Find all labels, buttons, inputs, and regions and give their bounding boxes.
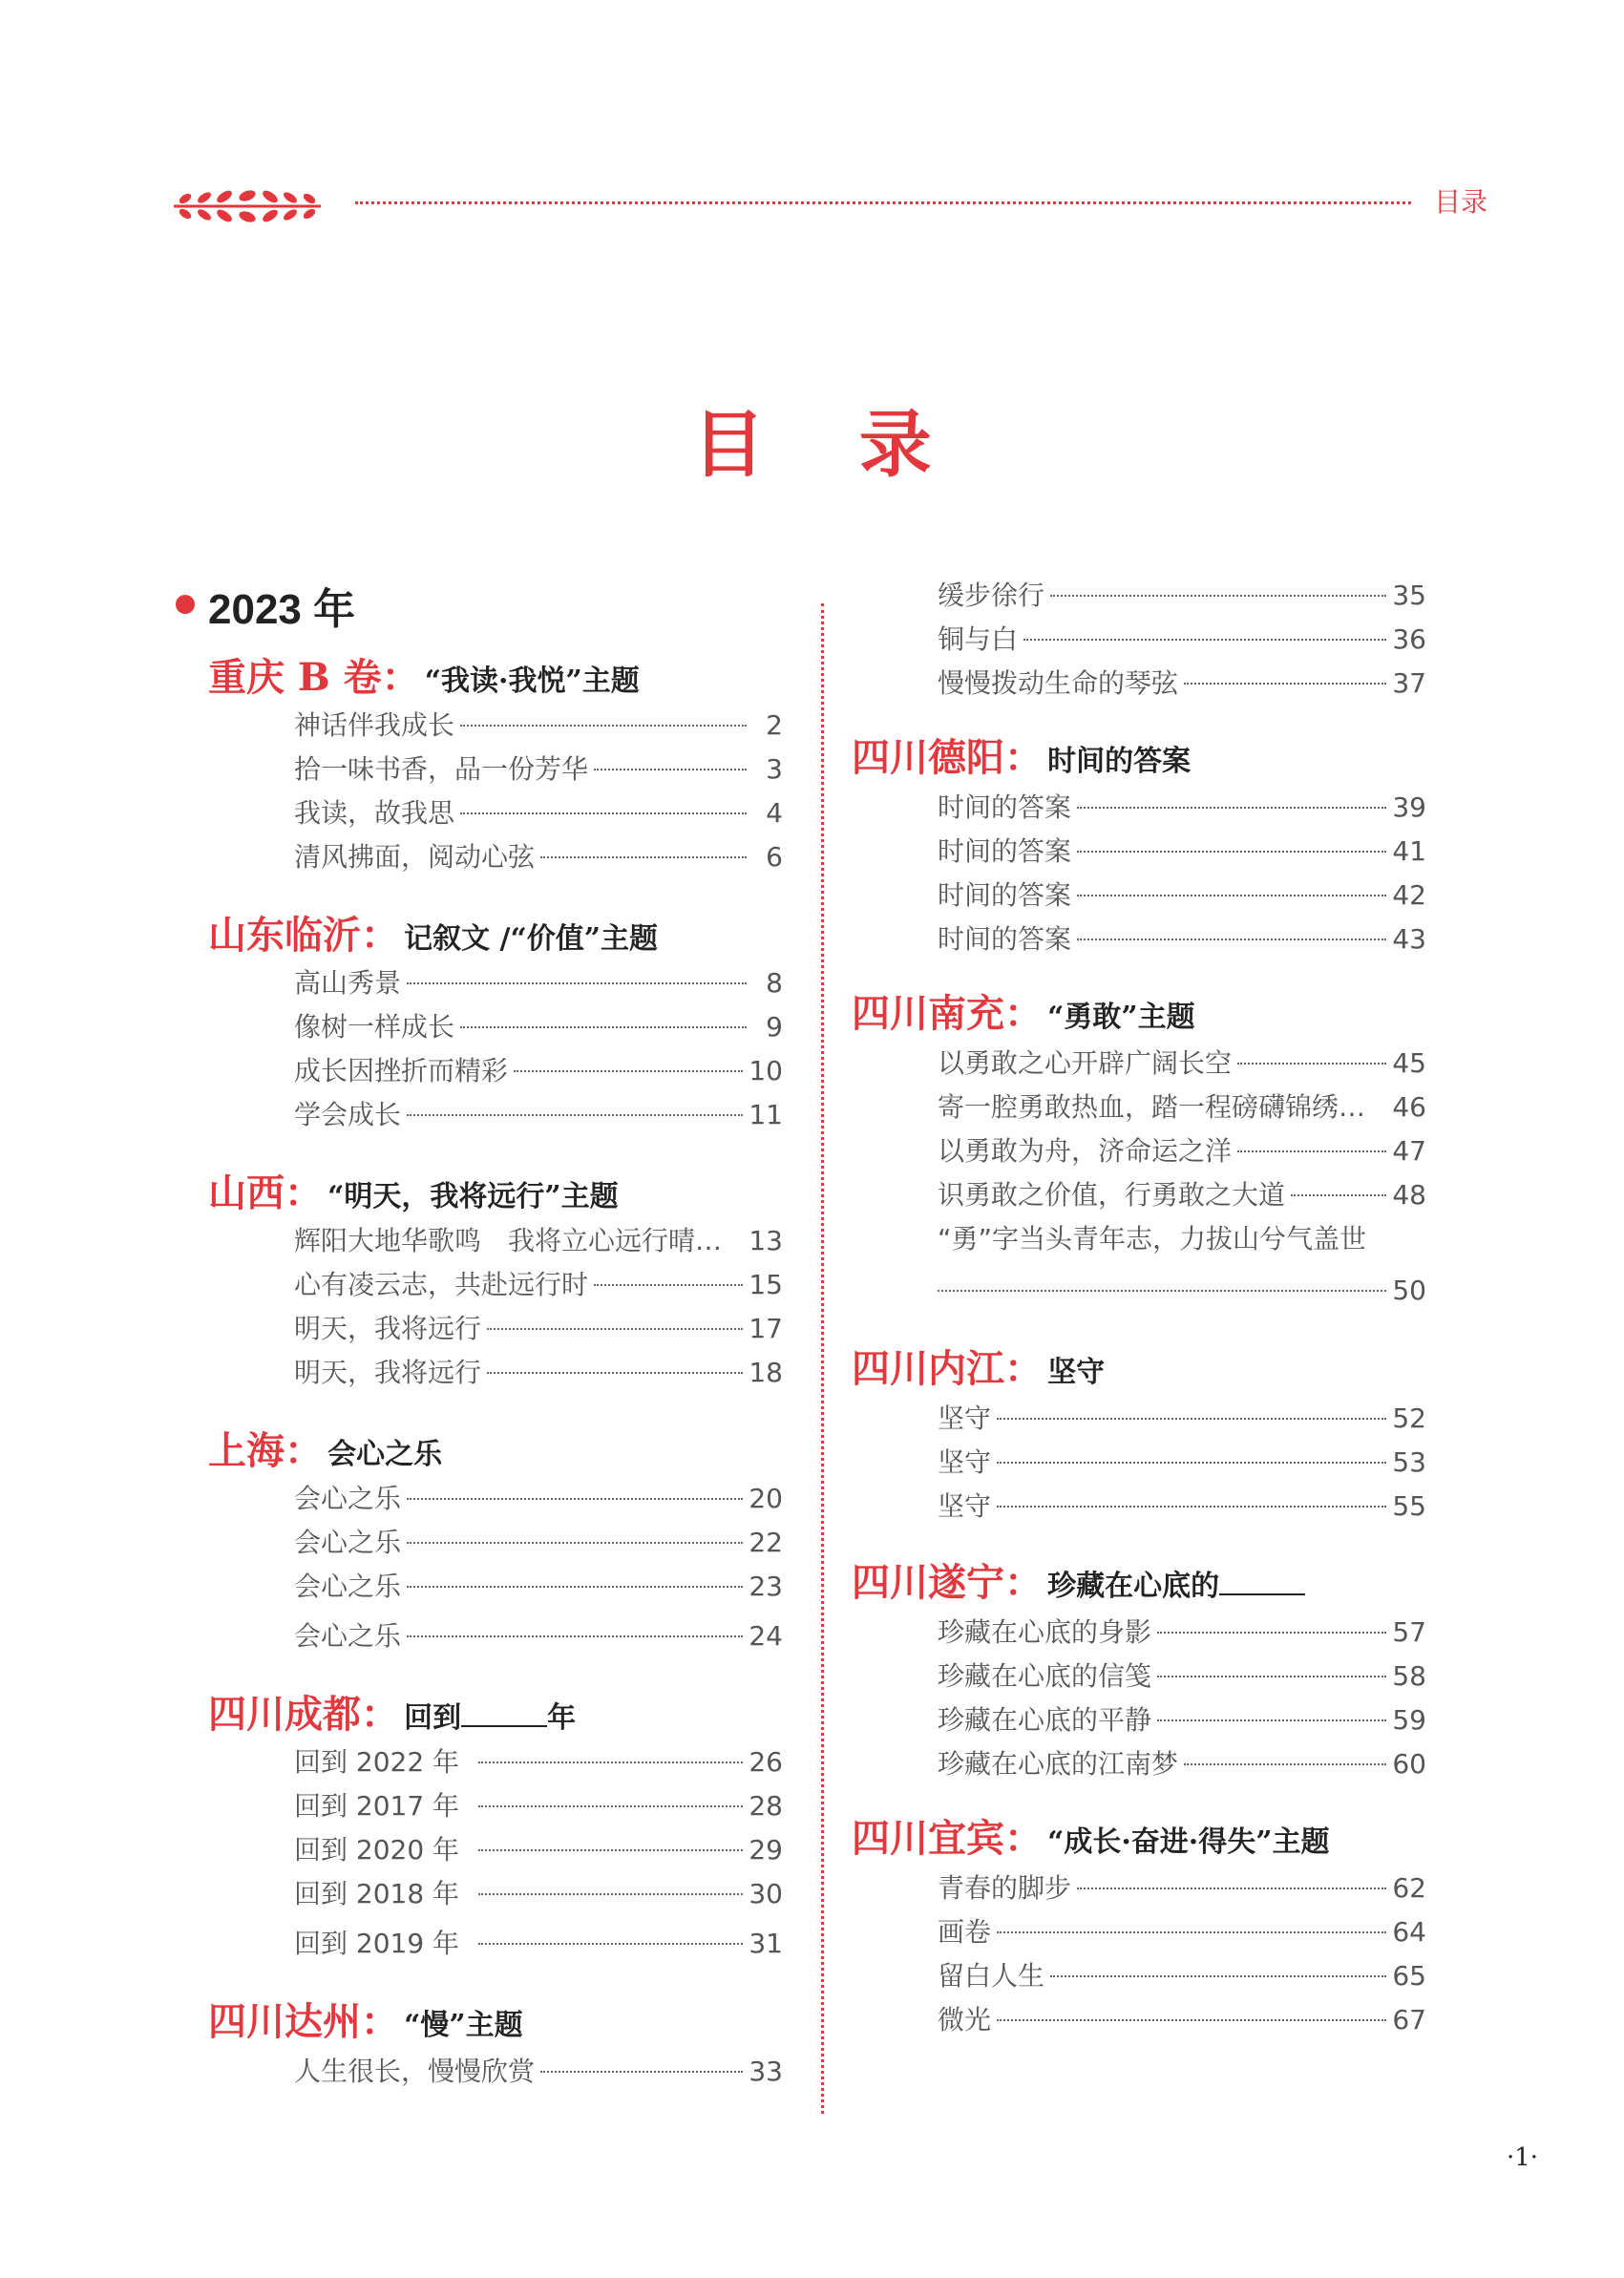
toc-entry[interactable] bbox=[294, 838, 783, 876]
entry-page: 48 bbox=[1392, 1179, 1426, 1211]
dot-leader bbox=[514, 1070, 743, 1072]
entry-title: 珍藏在心底的身影 bbox=[938, 1616, 1152, 1648]
section-theme: 时间的答案 bbox=[1047, 745, 1192, 778]
toc-entry[interactable] bbox=[938, 1132, 1426, 1171]
dot-leader bbox=[478, 1893, 743, 1895]
toc-entry[interactable] bbox=[938, 1657, 1426, 1696]
entry-title-long[interactable]: “勇”字当头青年志，力拔山兮气盖世 bbox=[938, 1223, 1367, 1255]
toc-entry[interactable] bbox=[294, 964, 783, 1002]
header-label: 目录 bbox=[1434, 186, 1488, 218]
entry-title: 心有凌云志，共赴远行时 bbox=[294, 1269, 589, 1300]
entry-page: 10 bbox=[749, 1055, 783, 1086]
toc-entry[interactable] bbox=[938, 1444, 1426, 1482]
entry-title: 画卷 bbox=[938, 1916, 992, 1948]
entry-title: 清风拂面，阅动心弦 bbox=[294, 841, 536, 873]
dot-leader bbox=[1023, 639, 1386, 641]
dot-leader bbox=[938, 1290, 1386, 1292]
toc-entry[interactable] bbox=[938, 2001, 1426, 2039]
entry-title: 成长因挫折而精彩 bbox=[294, 1055, 509, 1086]
dot-leader bbox=[540, 856, 747, 858]
section-theme: “勇敢”主题 bbox=[1047, 1001, 1195, 1034]
dot-leader bbox=[1157, 1719, 1386, 1721]
entry-page: 37 bbox=[1392, 667, 1426, 699]
entry-page: 30 bbox=[749, 1878, 783, 1909]
entry-page: 50 bbox=[1392, 1275, 1426, 1306]
entry-page: 39 bbox=[1392, 791, 1426, 823]
toc-entry[interactable] bbox=[294, 1096, 783, 1134]
toc-entry[interactable] bbox=[294, 1310, 783, 1348]
toc-entry[interactable] bbox=[294, 1925, 783, 1963]
entry-page: 45 bbox=[1392, 1047, 1426, 1079]
entry-title: 拾一味书香，品一份芳华 bbox=[294, 753, 589, 785]
toc-entry[interactable] bbox=[938, 577, 1426, 615]
toc-entry[interactable] bbox=[938, 1701, 1426, 1740]
entry-title: 以勇敢之心开辟广阔长空 bbox=[938, 1047, 1233, 1079]
dot-leader bbox=[460, 725, 747, 727]
entry-page: 46 bbox=[1392, 1091, 1426, 1123]
toc-entry[interactable] bbox=[938, 833, 1426, 871]
toc-entry[interactable] bbox=[938, 1044, 1426, 1083]
entry-page: 20 bbox=[749, 1483, 783, 1514]
section-region: 四川德阳： bbox=[852, 735, 1043, 780]
entry-page: 22 bbox=[749, 1527, 783, 1558]
section-theme: 记叙文 /“价值”主题 bbox=[404, 922, 659, 956]
entry-title: 回到 2019 年 bbox=[294, 1928, 460, 1959]
entry-page: 13 bbox=[749, 1225, 783, 1256]
dot-leader bbox=[460, 1026, 747, 1028]
entry-title: 时间的答案 bbox=[938, 879, 1072, 911]
dot-leader bbox=[1050, 595, 1386, 597]
section-theme bbox=[1047, 1570, 1305, 1603]
entry-title: 会心之乐 bbox=[294, 1620, 402, 1652]
toc-entry[interactable] bbox=[938, 876, 1426, 915]
section-heading bbox=[852, 728, 1191, 782]
toc-entry[interactable] bbox=[294, 1875, 783, 1913]
dot-leader bbox=[1050, 1975, 1386, 1977]
header-divider bbox=[355, 201, 1411, 204]
dot-leader bbox=[460, 812, 747, 814]
entry-page: 26 bbox=[749, 1746, 783, 1778]
toc-entry[interactable] bbox=[294, 750, 783, 789]
section-heading bbox=[208, 1163, 619, 1217]
dot-leader bbox=[1077, 851, 1386, 853]
entry-title: 明天，我将远行 bbox=[294, 1357, 482, 1388]
entry-page: 67 bbox=[1392, 2004, 1426, 2035]
section-theme: “慢”主题 bbox=[404, 2009, 523, 2042]
entry-page: 57 bbox=[1392, 1616, 1426, 1648]
section-theme: 坚守 bbox=[1047, 1356, 1106, 1389]
entry-page: 9 bbox=[766, 1011, 783, 1043]
toc-entry[interactable] bbox=[294, 1052, 783, 1090]
section-region: 四川成都： bbox=[208, 1692, 399, 1737]
toc-entry[interactable] bbox=[938, 1913, 1426, 1951]
entry-page: 6 bbox=[766, 841, 783, 873]
toc-entry[interactable] bbox=[294, 1787, 783, 1825]
entry-page: 41 bbox=[1392, 835, 1426, 867]
dot-leader bbox=[478, 1805, 743, 1807]
section-heading bbox=[208, 1684, 576, 1739]
dot-leader bbox=[1157, 1632, 1386, 1634]
dot-leader bbox=[407, 1542, 743, 1544]
dot-leader bbox=[1237, 1063, 1386, 1065]
entry-page: 29 bbox=[749, 1834, 783, 1866]
entry-page: 62 bbox=[1392, 1872, 1426, 1904]
page-number: ·1· bbox=[1507, 2143, 1539, 2172]
entry-title: 像树一样成长 bbox=[294, 1011, 455, 1043]
entry-title: 会心之乐 bbox=[294, 1483, 402, 1514]
section-region: 山东临沂： bbox=[208, 913, 399, 958]
dot-leader bbox=[1184, 1763, 1386, 1765]
toc-entry[interactable] bbox=[294, 1480, 783, 1518]
toc-entry[interactable] bbox=[938, 664, 1426, 703]
entry-title: 青春的脚步 bbox=[938, 1872, 1072, 1904]
toc-entry[interactable] bbox=[294, 1222, 783, 1260]
dot-leader bbox=[407, 982, 747, 984]
entry-title: 缓步徐行 bbox=[938, 580, 1045, 611]
entry-title: 微光 bbox=[938, 2004, 992, 2035]
entry-title: 会心之乐 bbox=[294, 1527, 402, 1558]
fill-blank-line bbox=[461, 1700, 547, 1727]
section-region: 四川达州： bbox=[208, 1999, 399, 2044]
toc-entry[interactable] bbox=[938, 1088, 1426, 1127]
entry-title: 会心之乐 bbox=[294, 1571, 402, 1602]
entry-title: 铜与白 bbox=[938, 623, 1019, 655]
section-theme: “成长·奋进·得失”主题 bbox=[1047, 1825, 1330, 1859]
toc-entry[interactable] bbox=[938, 789, 1426, 827]
dot-leader bbox=[407, 1586, 743, 1588]
theme-prefix: 回到 bbox=[404, 1701, 462, 1735]
entry-title: 寄一腔勇敢热血，踏一程磅礴锦绣… bbox=[938, 1091, 1366, 1123]
entry-title: 珍藏在心底的平静 bbox=[938, 1704, 1152, 1736]
page-title: 目 录 bbox=[692, 402, 966, 487]
entry-page: 36 bbox=[1392, 623, 1426, 655]
dot-leader bbox=[997, 1418, 1386, 1420]
theme-suffix: 年 bbox=[547, 1701, 577, 1735]
section-heading bbox=[852, 1552, 1305, 1607]
section-region: 四川宜宾： bbox=[852, 1816, 1043, 1861]
dot-leader bbox=[1077, 939, 1386, 940]
entry-title: 高山秀景 bbox=[294, 967, 402, 999]
toc-entry[interactable] bbox=[294, 2053, 783, 2091]
dot-leader bbox=[1077, 895, 1386, 896]
dot-leader bbox=[1291, 1194, 1386, 1196]
dot-leader bbox=[478, 1761, 743, 1763]
dot-leader bbox=[997, 2019, 1386, 2021]
entry-page: 55 bbox=[1392, 1490, 1426, 1522]
dot-leader bbox=[1237, 1150, 1386, 1152]
entry-title: 我读，故我思 bbox=[294, 797, 455, 829]
entry-title: 人生很长，慢慢欣赏 bbox=[294, 2056, 536, 2087]
toc-entry[interactable] bbox=[938, 1869, 1426, 1908]
toc-entry[interactable] bbox=[938, 1614, 1426, 1652]
section-theme: “明天，我将远行”主题 bbox=[327, 1180, 619, 1213]
entry-page: 33 bbox=[749, 2056, 783, 2087]
laurel-branch-icon bbox=[170, 187, 325, 225]
entry-title: 珍藏在心底的江南梦 bbox=[938, 1748, 1179, 1780]
toc-entry[interactable] bbox=[294, 1568, 783, 1606]
entry-title: 明天，我将远行 bbox=[294, 1313, 482, 1344]
toc-entry[interactable] bbox=[938, 1272, 1426, 1310]
toc-entry[interactable] bbox=[938, 1176, 1426, 1214]
toc-entry[interactable] bbox=[294, 1354, 783, 1392]
dot-leader bbox=[407, 1498, 743, 1500]
section-theme bbox=[404, 1701, 576, 1735]
toc-entry[interactable] bbox=[938, 1957, 1426, 1995]
entry-title: 回到 2018 年 bbox=[294, 1878, 460, 1909]
fill-blank-line bbox=[1219, 1569, 1305, 1595]
toc-entry[interactable] bbox=[294, 794, 783, 833]
entry-page: 15 bbox=[749, 1269, 783, 1300]
entry-title: 回到 2020 年 bbox=[294, 1834, 460, 1866]
entry-title: 辉阳大地华歌鸣 我将立心远行晴… bbox=[294, 1225, 723, 1256]
entry-page: 42 bbox=[1392, 879, 1426, 911]
toc-entry[interactable] bbox=[294, 1743, 783, 1782]
dot-leader bbox=[1077, 807, 1386, 809]
theme-prefix: 珍藏在心底的 bbox=[1047, 1570, 1220, 1603]
entry-page: 28 bbox=[749, 1790, 783, 1822]
toc-entry[interactable] bbox=[938, 1400, 1426, 1438]
entry-title: 珍藏在心底的信笺 bbox=[938, 1660, 1152, 1692]
toc-entry[interactable] bbox=[294, 1008, 783, 1046]
section-theme: 会心之乐 bbox=[327, 1438, 443, 1471]
dot-leader bbox=[997, 1506, 1386, 1508]
entry-title: 识勇敢之价值，行勇敢之大道 bbox=[938, 1179, 1286, 1211]
entry-page: 8 bbox=[766, 967, 783, 999]
entry-title: 神话伴我成长 bbox=[294, 709, 455, 741]
section-heading bbox=[852, 1339, 1105, 1393]
section-region: 四川遂宁： bbox=[852, 1560, 1043, 1605]
entry-page: 4 bbox=[766, 797, 783, 829]
column-divider bbox=[821, 603, 824, 2114]
dot-leader bbox=[478, 1943, 743, 1945]
section-region: 重庆 B 卷： bbox=[208, 655, 420, 700]
section-heading bbox=[852, 983, 1195, 1038]
dot-leader bbox=[594, 769, 747, 770]
toc-entry[interactable] bbox=[938, 1745, 1426, 1783]
section-heading bbox=[208, 1421, 442, 1475]
entry-page: 23 bbox=[749, 1571, 783, 1602]
toc-entry[interactable] bbox=[938, 621, 1426, 659]
toc-entry[interactable] bbox=[294, 1266, 783, 1304]
section-heading bbox=[208, 1992, 523, 2046]
entry-title: 学会成长 bbox=[294, 1099, 402, 1130]
entry-page: 65 bbox=[1392, 1960, 1426, 1992]
entry-title: 时间的答案 bbox=[938, 923, 1072, 955]
dot-leader bbox=[1077, 1888, 1386, 1889]
section-region: 山西： bbox=[208, 1171, 323, 1215]
entry-page: 58 bbox=[1392, 1660, 1426, 1692]
entry-page: 43 bbox=[1392, 923, 1426, 955]
entry-title: 回到 2017 年 bbox=[294, 1790, 460, 1822]
dot-leader bbox=[997, 1462, 1386, 1464]
section-heading bbox=[208, 905, 658, 960]
dot-leader bbox=[487, 1328, 743, 1330]
entry-page: 60 bbox=[1392, 1748, 1426, 1780]
toc-entry[interactable] bbox=[938, 920, 1426, 959]
toc-entry[interactable] bbox=[294, 1617, 783, 1656]
entry-page: 47 bbox=[1392, 1135, 1426, 1167]
section-region: 四川南充： bbox=[852, 991, 1043, 1036]
entry-page: 24 bbox=[749, 1620, 783, 1652]
entry-page: 35 bbox=[1392, 580, 1426, 611]
entry-page: 11 bbox=[749, 1099, 783, 1130]
toc-entry[interactable] bbox=[938, 1487, 1426, 1526]
bullet-icon bbox=[176, 595, 195, 614]
toc-entry[interactable] bbox=[294, 1831, 783, 1869]
section-theme: “我读·我悦”主题 bbox=[424, 664, 640, 698]
dot-leader bbox=[407, 1635, 743, 1637]
entry-title: 时间的答案 bbox=[938, 835, 1072, 867]
entry-title: 慢慢拨动生命的琴弦 bbox=[938, 667, 1179, 699]
year-heading: 2023 年 bbox=[208, 586, 356, 633]
dot-leader bbox=[540, 2071, 743, 2073]
toc-entry[interactable] bbox=[294, 707, 783, 745]
section-region: 四川内江： bbox=[852, 1346, 1043, 1391]
dot-leader bbox=[478, 1849, 743, 1851]
entry-title: 坚守 bbox=[938, 1490, 992, 1522]
entry-title: 以勇敢为舟，济命运之洋 bbox=[938, 1135, 1233, 1167]
entry-page: 52 bbox=[1392, 1403, 1426, 1434]
toc-entry[interactable] bbox=[294, 1524, 783, 1562]
dot-leader bbox=[407, 1114, 743, 1116]
entry-page: 18 bbox=[749, 1357, 783, 1388]
entry-page: 2 bbox=[766, 709, 783, 741]
entry-page: 64 bbox=[1392, 1916, 1426, 1948]
entry-page: 31 bbox=[749, 1928, 783, 1959]
section-region: 上海： bbox=[208, 1428, 323, 1473]
dot-leader bbox=[594, 1284, 743, 1286]
entry-page: 17 bbox=[749, 1313, 783, 1344]
entry-title: 坚守 bbox=[938, 1446, 992, 1478]
entry-title: 时间的答案 bbox=[938, 791, 1072, 823]
entry-title: 留白人生 bbox=[938, 1960, 1045, 1992]
section-heading bbox=[852, 1808, 1330, 1863]
entry-page: 59 bbox=[1392, 1704, 1426, 1736]
dot-leader bbox=[1184, 683, 1386, 685]
entry-page: 3 bbox=[766, 753, 783, 785]
section-heading bbox=[208, 647, 640, 702]
dot-leader bbox=[997, 1931, 1386, 1933]
entry-page: 53 bbox=[1392, 1446, 1426, 1478]
entry-title: 坚守 bbox=[938, 1403, 992, 1434]
dot-leader bbox=[487, 1372, 743, 1374]
entry-title: 回到 2022 年 bbox=[294, 1746, 460, 1778]
dot-leader bbox=[1157, 1676, 1386, 1677]
